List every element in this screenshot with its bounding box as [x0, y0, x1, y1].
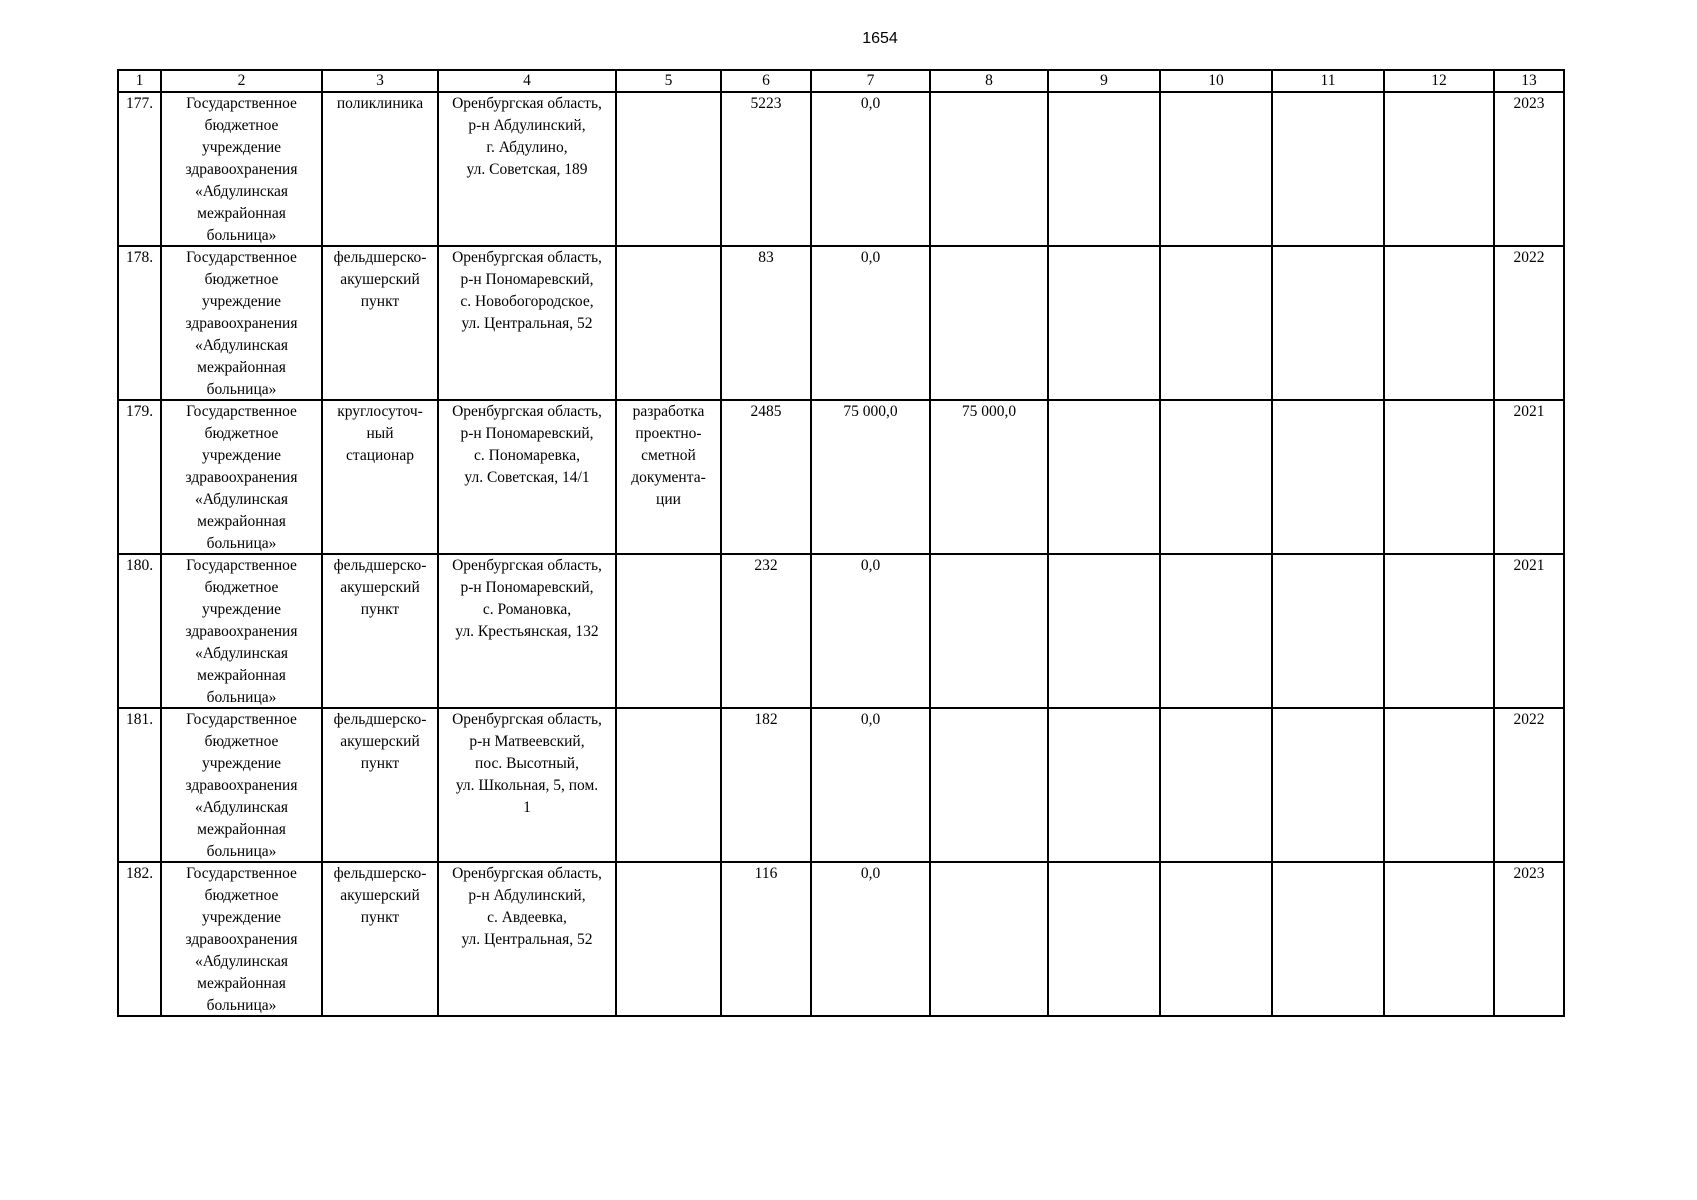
facility-type-cell — [322, 92, 438, 246]
column-header: 11 — [1272, 70, 1384, 92]
value-cell-7 — [811, 554, 930, 708]
value-cell-6 — [721, 400, 811, 554]
cell-text: 2023 — [1513, 95, 1545, 112]
value-cell-12 — [1384, 400, 1494, 554]
value-cell-7 — [811, 708, 930, 862]
institution-cell — [161, 708, 322, 862]
row-number-cell — [118, 554, 161, 708]
work-type-cell — [616, 862, 721, 1016]
year-cell — [1494, 246, 1564, 400]
column-header: 7 — [811, 70, 930, 92]
value-cell-10 — [1160, 554, 1272, 708]
value-cell-10 — [1160, 862, 1272, 1016]
institution-cell — [161, 246, 322, 400]
cell-text: фельдшерско- акушерский пункт — [333, 711, 427, 772]
cell-text: 2021 — [1513, 557, 1545, 574]
column-header: 10 — [1160, 70, 1272, 92]
value-cell-11 — [1272, 862, 1384, 1016]
facility-type-cell — [322, 708, 438, 862]
value-cell-9 — [1048, 400, 1160, 554]
value-cell-8 — [930, 400, 1048, 554]
address-cell — [438, 92, 616, 246]
column-header: 8 — [930, 70, 1048, 92]
header-row — [118, 70, 1564, 92]
column-header: 13 — [1494, 70, 1564, 92]
column-header: 6 — [721, 70, 811, 92]
value-cell-9 — [1048, 246, 1160, 400]
year-cell — [1494, 92, 1564, 246]
value-cell-9 — [1048, 92, 1160, 246]
cell-text: 180. — [125, 557, 154, 574]
cell-text: 0,0 — [860, 95, 881, 112]
cell-text: поликлиника — [336, 95, 424, 112]
table-row — [118, 862, 1564, 1016]
column-header: 5 — [616, 70, 721, 92]
row-number-cell — [118, 92, 161, 246]
work-type-cell — [616, 400, 721, 554]
cell-text: Оренбургская область, р-н Пономаревский, с. Пономаревка, ул. Советская, 14/1 — [452, 403, 602, 486]
value-cell-12 — [1384, 862, 1494, 1016]
value-cell-12 — [1384, 708, 1494, 862]
cell-text: 232 — [754, 557, 778, 574]
institution-cell — [161, 92, 322, 246]
cell-text: 2485 — [750, 403, 782, 420]
cell-text: Оренбургская область, р-н Абдулинский, с. Авдеевка, ул. Центральная, 52 — [452, 865, 602, 948]
address-cell — [438, 554, 616, 708]
cell-text: Государственное бюджетное учреждение здравоохранения «Абдулинская межрайонная больница» — [185, 711, 298, 860]
cell-text: 116 — [754, 865, 778, 882]
institution-cell — [161, 862, 322, 1016]
address-cell — [438, 862, 616, 1016]
work-type-cell — [616, 92, 721, 246]
cell-text: 177. — [125, 95, 154, 112]
value-cell-9 — [1048, 862, 1160, 1016]
work-type-cell — [616, 708, 721, 862]
cell-text: 0,0 — [860, 711, 881, 728]
facility-type-cell — [322, 400, 438, 554]
cell-text: 2022 — [1513, 711, 1545, 728]
cell-text: 2022 — [1513, 249, 1545, 266]
cell-text: 75 000,0 — [961, 403, 1017, 420]
cell-text: круглосуточ- ный стационар — [337, 403, 423, 464]
cell-text: фельдшерско- акушерский пункт — [333, 865, 427, 926]
institution-cell — [161, 400, 322, 554]
value-cell-11 — [1272, 708, 1384, 862]
table-row — [118, 708, 1564, 862]
table-row — [118, 246, 1564, 400]
value-cell-7 — [811, 246, 930, 400]
address-cell — [438, 246, 616, 400]
cell-text: разработка проектно- сметной документа- ции — [631, 403, 706, 508]
cell-text: 0,0 — [860, 865, 881, 882]
value-cell-8 — [930, 246, 1048, 400]
cell-text: Оренбургская область, р-н Абдулинский, г. Абдулино, ул. Советская, 189 — [452, 95, 602, 178]
cell-text: Государственное бюджетное учреждение здравоохранения «Абдулинская межрайонная больница» — [185, 249, 298, 398]
cell-text: 179. — [125, 403, 154, 420]
value-cell-6 — [721, 92, 811, 246]
row-number-cell — [118, 400, 161, 554]
column-header: 12 — [1384, 70, 1494, 92]
address-cell — [438, 400, 616, 554]
column-header: 9 — [1048, 70, 1160, 92]
row-number-cell — [118, 246, 161, 400]
column-header: 4 — [438, 70, 616, 92]
cell-text: 182. — [125, 865, 154, 882]
value-cell-10 — [1160, 400, 1272, 554]
cell-text: 0,0 — [860, 249, 881, 266]
row-number-cell — [118, 708, 161, 862]
data-table — [117, 69, 1565, 1017]
cell-text: 83 — [758, 249, 774, 266]
value-cell-8 — [930, 554, 1048, 708]
value-cell-6 — [721, 554, 811, 708]
work-type-cell — [616, 554, 721, 708]
cell-text: Оренбургская область, р-н Пономаревский, с. Романовка, ул. Крестьянская, 132 — [452, 557, 602, 640]
cell-text: 5223 — [750, 95, 782, 112]
facility-type-cell — [322, 554, 438, 708]
cell-text: Оренбургская область, р-н Матвеевский, пос. Высотный, ул. Школьная, 5, пом. 1 — [452, 711, 602, 816]
table-row — [118, 92, 1564, 246]
cell-text: 0,0 — [860, 557, 881, 574]
value-cell-7 — [811, 862, 930, 1016]
value-cell-12 — [1384, 554, 1494, 708]
cell-text: фельдшерско- акушерский пункт — [333, 249, 427, 310]
value-cell-6 — [721, 862, 811, 1016]
value-cell-6 — [721, 708, 811, 862]
value-cell-7 — [811, 400, 930, 554]
value-cell-11 — [1272, 554, 1384, 708]
cell-text: Оренбургская область, р-н Пономаревский, с. Новобогородское, ул. Центральная, 52 — [452, 249, 602, 332]
value-cell-10 — [1160, 246, 1272, 400]
cell-text: 2021 — [1513, 403, 1545, 420]
column-header: 2 — [161, 70, 322, 92]
value-cell-9 — [1048, 708, 1160, 862]
value-cell-10 — [1160, 708, 1272, 862]
year-cell — [1494, 400, 1564, 554]
value-cell-11 — [1272, 92, 1384, 246]
value-cell-9 — [1048, 554, 1160, 708]
work-type-cell — [616, 246, 721, 400]
cell-text: 178. — [125, 249, 154, 266]
year-cell — [1494, 708, 1564, 862]
value-cell-6 — [721, 246, 811, 400]
cell-text: Государственное бюджетное учреждение здравоохранения «Абдулинская межрайонная больница» — [185, 95, 298, 244]
cell-text: 2023 — [1513, 865, 1545, 882]
year-cell — [1494, 862, 1564, 1016]
table-body — [118, 92, 1564, 1016]
address-cell — [438, 708, 616, 862]
table-row — [118, 400, 1564, 554]
facility-type-cell — [322, 862, 438, 1016]
value-cell-8 — [930, 708, 1048, 862]
cell-text: 181. — [125, 711, 154, 728]
institution-cell — [161, 554, 322, 708]
cell-text: Государственное бюджетное учреждение здравоохранения «Абдулинская межрайонная больница» — [185, 557, 298, 706]
value-cell-12 — [1384, 246, 1494, 400]
column-header: 1 — [118, 70, 161, 92]
value-cell-8 — [930, 92, 1048, 246]
cell-text: фельдшерско- акушерский пункт — [333, 557, 427, 618]
facility-type-cell — [322, 246, 438, 400]
cell-text: 75 000,0 — [843, 403, 898, 420]
cell-text: Государственное бюджетное учреждение здравоохранения «Абдулинская межрайонная больница» — [185, 865, 298, 1014]
value-cell-12 — [1384, 92, 1494, 246]
cell-text: Государственное бюджетное учреждение здравоохранения «Абдулинская межрайонная больница» — [185, 403, 298, 552]
cell-text: 182 — [754, 711, 778, 728]
value-cell-11 — [1272, 400, 1384, 554]
page-number: 1654 — [862, 30, 898, 47]
table-row — [118, 554, 1564, 708]
value-cell-7 — [811, 92, 930, 246]
value-cell-8 — [930, 862, 1048, 1016]
value-cell-11 — [1272, 246, 1384, 400]
column-header: 3 — [322, 70, 438, 92]
value-cell-10 — [1160, 92, 1272, 246]
year-cell — [1494, 554, 1564, 708]
row-number-cell — [118, 862, 161, 1016]
